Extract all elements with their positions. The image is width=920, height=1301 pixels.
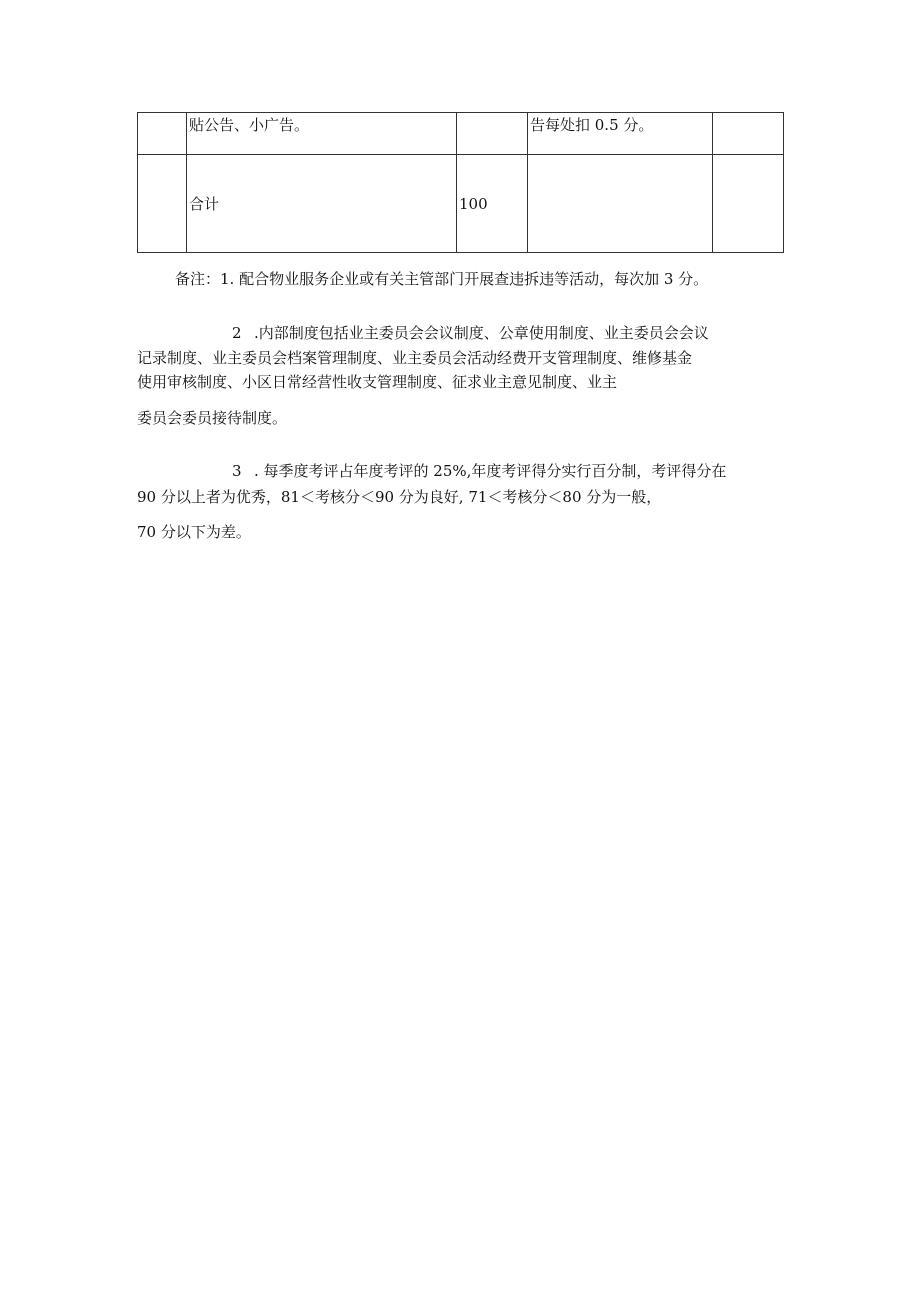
table-cell (138, 155, 187, 253)
table-cell-total-score: 100 (457, 155, 528, 253)
note-2-line: .内部制度包括业主委员会会议制度、公章使用制度、业主委员会会议 (254, 324, 709, 342)
table-cell (138, 113, 187, 155)
note-3-line: . 每季度考评占年度考评的 25%,年度考评得分实行百分制，考评得分在 (254, 462, 727, 480)
note-2-number: 2 (232, 324, 242, 342)
table-cell-score (457, 113, 528, 155)
table-cell (528, 155, 713, 253)
note-2-line: 委员会委员接待制度。 (137, 409, 288, 427)
table-row-total (138, 155, 784, 253)
table-cell-item: 贴公告、小广告。 (187, 113, 457, 155)
table-cell (713, 113, 784, 155)
score-table (137, 112, 784, 253)
note-3-number: 3 (232, 462, 242, 480)
note-3-line: 90 分以上者为优秀，81＜考核分＜90 分为良好, 71＜考核分＜80 分为一般， (137, 488, 662, 506)
table-row (138, 113, 784, 155)
note-3-line: 70 分以下为差。 (137, 523, 251, 541)
table-cell-criteria: 告每处扣 0.5 分。 (528, 113, 713, 155)
table-cell-total-label: 合计 (187, 155, 457, 253)
table-cell (713, 155, 784, 253)
note-2-line: 记录制度、业主委员会档案管理制度、业主委员会活动经费开支管理制度、维修基金 (137, 349, 693, 367)
note-2-line: 使用审核制度、小区日常经营性收支管理制度、征求业主意见制度、业主 (137, 373, 618, 391)
note-1: 备注：1. 配合物业服务企业或有关主管部门开展查违拆违等活动，每次加 3 分。 (175, 270, 709, 288)
